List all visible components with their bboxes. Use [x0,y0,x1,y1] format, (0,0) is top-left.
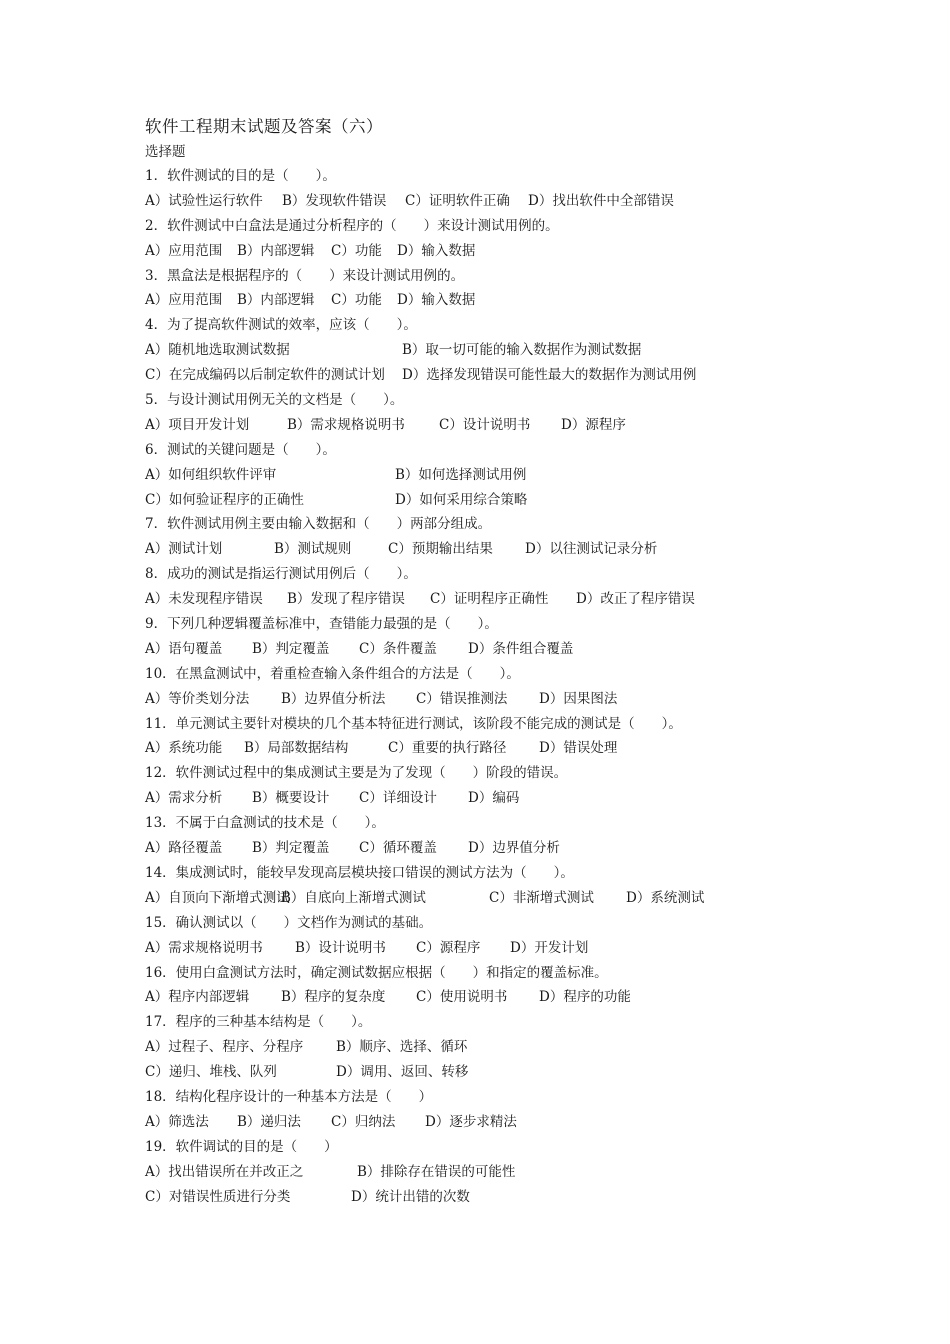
question-6-option-a: A）如何组织软件评审 [145,466,277,483]
question-10-options-row [145,689,905,709]
question-18-option-b: B）递归法 [237,1113,301,1130]
question-5-options-row [145,415,905,435]
question-1-stem: 1．软件测试的目的是（ ）。 [145,168,336,184]
question-7-option-c: C）预期输出结果 [388,541,493,558]
question-12-option-c: C）详细设计 [359,790,437,807]
question-13-options-row [145,838,905,858]
question-3-option-a: A）应用范围 [145,292,223,309]
question-7-option-d: D）以往测试记录分析 [525,541,658,558]
question-15-options-row [145,938,905,958]
question-10-option-b: B）边界值分析法 [281,690,386,707]
question-14-option-a: A）自顶向下渐增式测试 [145,889,290,906]
question-4-stem: 4．为了提高软件测试的效率，应该（ ）。 [145,317,417,334]
question-17-option-a: C）递归、堆栈、队列 [145,1064,277,1081]
question-15-option-d: D）开发计划 [510,939,589,956]
question-15-stem: 15．确认测试以（ ）文档作为测试的基础。 [145,914,433,931]
question-13-stem: 13．不属于白盒测试的技术是（ ）。 [145,815,385,832]
question-16-option-b: B）程序的复杂度 [281,989,386,1006]
question-1-option-a: A）试验性运行软件 [145,192,263,209]
question-5-option-c: C）设计说明书 [439,416,531,433]
question-11-option-b: B）局部数据结构 [244,740,349,757]
question-2-option-a: A）应用范围 [145,242,223,259]
question-3-option-d: D）输入数据 [397,292,476,309]
question-19-option-b: B）排除存在错误的可能性 [357,1163,516,1180]
question-17-options-row [145,1062,905,1082]
question-1-option-b: B）发现软件错误 [282,192,387,209]
question-list [145,166,905,1207]
question-8-option-a: A）未发现程序错误 [145,591,263,608]
question-14-option-b: B）自底向上渐增式测试 [281,889,426,906]
question-9-option-a: A）语句覆盖 [145,640,223,657]
question-7-stem: 7．软件测试用例主要由输入数据和（ ）两部分组成。 [145,516,492,533]
question-11-options-row [145,738,905,758]
question-6-option-a: C）如何验证程序的正确性 [145,491,304,508]
question-9-options-row [145,639,905,659]
question-7-options-row [145,539,905,559]
question-2-option-b: B）内部逻辑 [237,242,315,259]
question-16-stem: 16．使用白盒测试方法时，确定测试数据应根据（ ）和指定的覆盖标准。 [145,964,608,981]
question-10-option-d: D）因果图法 [539,690,618,707]
question-19-option-a: A）找出错误所在并改正之 [145,1163,304,1180]
question-11-option-c: C）重要的执行路径 [388,740,507,757]
question-17-options-row [145,1037,905,1057]
question-6-option-b: D）如何采用综合策略 [395,491,528,508]
question-5-option-b: B）需求规格说明书 [287,416,405,433]
question-1-option-c: C）证明软件正确 [405,192,510,209]
question-1-option-d: D）找出软件中全部错误 [528,192,674,209]
question-12-option-d: D）编码 [468,790,520,807]
question-2-stem: 2．软件测试中白盒法是通过分析程序的（ ）来设计测试用例的。 [145,217,559,234]
question-14-option-c: C）非渐增式测试 [489,889,594,906]
question-6-option-b: B）如何选择测试用例 [395,466,527,483]
question-9-option-b: B）判定覆盖 [252,640,330,657]
question-5-stem: 5．与设计测试用例无关的文档是（ ）。 [145,392,404,409]
question-5-option-a: A）项目开发计划 [145,416,250,433]
question-17-option-a: A）过程子、程序、分程序 [145,1039,304,1056]
question-14-option-d: D）系统测试 [626,889,705,906]
question-14-options-row [145,888,905,908]
question-18-option-d: D）逐步求精法 [425,1113,517,1130]
question-18-option-c: C）归纳法 [331,1113,396,1130]
question-17-option-b: B）顺序、选择、循环 [336,1039,468,1056]
question-19-options-row [145,1187,905,1207]
question-2-option-d: D）输入数据 [397,242,476,259]
question-4-option-b: D）选择发现错误可能性最大的数据作为测试用例 [402,367,697,384]
question-15-option-c: C）源程序 [416,939,481,956]
question-11-option-d: D）错误处理 [539,740,618,757]
question-14-stem: 14．集成测试时，能较早发现高层模块接口错误的测试方法为（ ）。 [145,864,574,881]
question-19-option-b: D）统计出错的次数 [351,1188,470,1205]
question-2-options-row [145,241,905,261]
question-4-option-b: B）取一切可能的输入数据作为测试数据 [402,342,642,359]
question-13-option-c: C）循环覆盖 [359,840,437,857]
section-heading: 选择题 [145,144,186,160]
document-title: 软件工程期末试题及答案（六） [145,117,383,136]
question-16-options-row [145,987,905,1007]
question-4-option-a: C）在完成编码以后制定软件的测试计划 [145,367,385,384]
question-8-option-b: B）发现了程序错误 [287,591,405,608]
question-4-options-row [145,340,905,360]
question-15-option-b: B）设计说明书 [295,939,386,956]
question-1-options-row [145,191,905,211]
question-7-option-a: A）测试计划 [145,541,223,558]
question-12-option-b: B）概要设计 [252,790,330,807]
question-11-stem: 11．单元测试主要针对模块的几个基本特征进行测试，该阶段不能完成的测试是（ ）。 [145,715,682,732]
question-17-option-b: D）调用、返回、转移 [336,1064,469,1081]
question-12-option-a: A）需求分析 [145,790,223,807]
question-16-option-a: A）程序内部逻辑 [145,989,250,1006]
question-3-stem: 3．黑盒法是根据程序的（ ）来设计测试用例的。 [145,267,465,284]
question-12-options-row [145,788,905,808]
question-19-options-row [145,1162,905,1182]
question-4-option-a: A）随机地选取测试数据 [145,342,290,359]
question-10-option-c: C）错误推测法 [416,690,508,707]
question-11-option-a: A）系统功能 [145,740,223,757]
question-10-stem: 10．在黑盒测试中，着重检查输入条件组合的方法是（ ）。 [145,665,520,682]
question-17-stem: 17．程序的三种基本结构是（ ）。 [145,1014,372,1031]
question-18-stem: 18．结构化程序设计的一种基本方法是（ ） [145,1088,433,1105]
question-12-stem: 12．软件测试过程中的集成测试主要是为了发现（ ）阶段的错误。 [145,765,568,782]
question-5-option-d: D）源程序 [561,416,626,433]
question-6-stem: 6．测试的关键问题是（ ）。 [145,441,336,458]
question-8-option-d: D）改正了程序错误 [576,591,695,608]
question-19-stem: 19．软件调试的目的是（ ） [145,1138,338,1155]
question-9-option-c: C）条件覆盖 [359,640,437,657]
question-6-options-row [145,490,905,510]
question-3-option-c: C）功能 [331,292,382,309]
question-2-option-c: C）功能 [331,242,382,259]
question-9-stem: 9．下列几种逻辑覆盖标准中，查错能力最强的是（ ）。 [145,616,498,633]
question-10-option-a: A）等价类划分法 [145,690,250,707]
exam-content [145,116,905,1211]
question-9-option-d: D）条件组合覆盖 [468,640,574,657]
question-18-option-a: A）筛选法 [145,1113,209,1130]
question-6-options-row [145,465,905,485]
question-13-option-a: A）路径覆盖 [145,840,223,857]
question-7-option-b: B）测试规则 [274,541,352,558]
question-3-options-row [145,290,905,310]
question-4-options-row [145,365,905,385]
question-3-option-b: B）内部逻辑 [237,292,315,309]
question-15-option-a: A）需求规格说明书 [145,939,263,956]
question-8-option-c: C）证明程序正确性 [430,591,549,608]
question-8-options-row [145,589,905,609]
question-8-stem: 8．成功的测试是指运行测试用例后（ ）。 [145,566,417,583]
question-18-options-row [145,1112,905,1132]
question-13-option-d: D）边界值分析 [468,840,560,857]
question-16-option-c: C）使用说明书 [416,989,508,1006]
question-16-option-d: D）程序的功能 [539,989,631,1006]
question-19-option-a: C）对错误性质进行分类 [145,1188,291,1205]
question-13-option-b: B）判定覆盖 [252,840,330,857]
